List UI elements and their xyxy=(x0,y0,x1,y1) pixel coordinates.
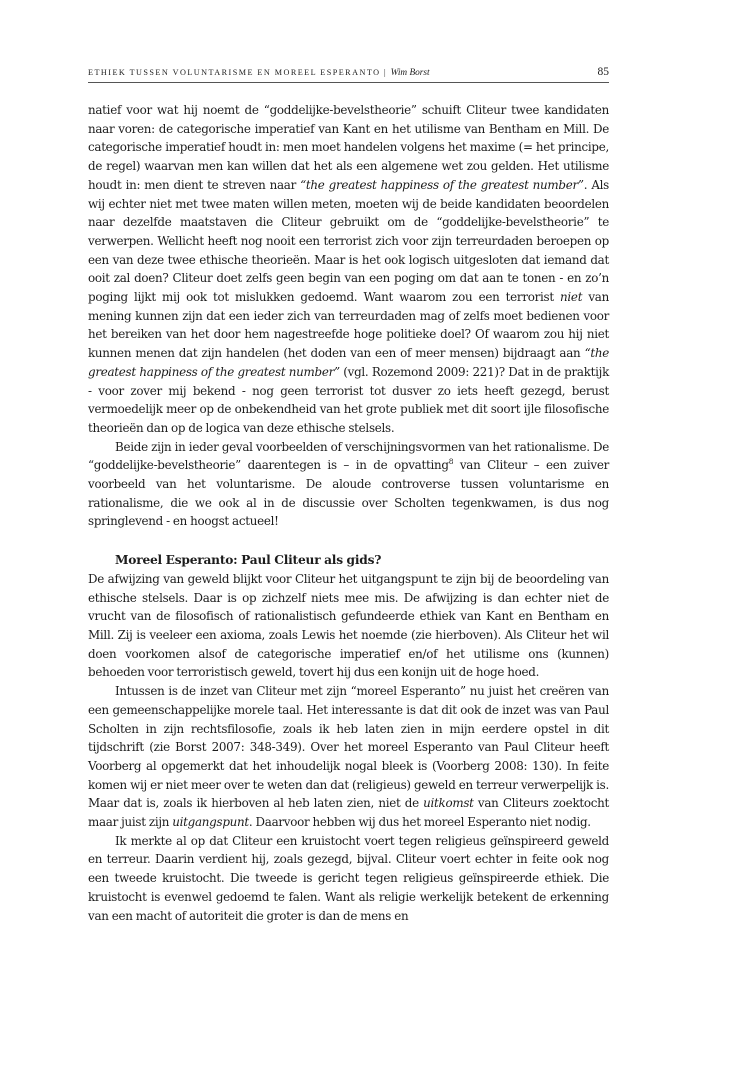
text-run: . Als wij echter niet met twee maten willen meten, moeten wij de beide kandidaten beoordelen naar dezelfde maatstaven die Cliteur gebruikt om de “goddelijke-bevelstheorie” te verwerpen. Wellicht heeft nog nooit een terrorist zich voor zijn terreurdaden beroepen op een van deze twee ethische theorieën. Maar is het ook logisch uitgesloten dat iemand dat ooit zal doen? Cliteur doet zelfs geen begin van een poging om dat aan te tonen - en zo’n poging lijkt mij ook tot mislukken gedoemd. Want waarom zou een terrorist xyxy=(88,177,609,305)
page-number: 85 xyxy=(597,66,609,78)
text-run: Intussen is de inzet van Cliteur met zijn “moreel Esperanto” nu juist het creëren van een gemeenschappelijke morele taal. Het interessante is dat dit ook de inzet was van Paul Scholten in zijn rechtsfilosofie, zoals ik heb laten zien in mijn eerdere opstel in dit tijdschrift (zie Borst 2007: 348-349). Over het moreel Esperanto van Paul Cliteur heeft Voorberg al opgemerkt dat het inhoudelijk nogal bleek is (Voorberg 2008: 130). In feite komen wij er niet meer over te weten dan dat (religieus) geweld en terreur verwerpelijk is. Maar dat is, zoals ik hierboven al heb laten zien, niet de xyxy=(88,684,609,811)
emphasis-niet: niet xyxy=(560,290,583,305)
text-run: Beide zijn in ieder geval voorbeelden of verschijningsvormen van het rationalisme. De “goddelijke-bevelstheorie” daarentegen is – in de opvatting xyxy=(88,439,609,473)
header-separator: | xyxy=(384,68,388,77)
text-run: (vgl. Rozemond 2009: 221)? Dat in de praktijk - voor zover mij bekend - nog geen terrorist tot dusver zo iets heeft gezegd, berust vermoedelijk meer op de onbekendheid van het grote publiek met dit soort ijle filosofische theorieën dan op de logica van deze ethische stelsels. xyxy=(88,364,609,435)
quote-greatest-happiness: “the greatest happiness of the greatest number” xyxy=(88,346,609,379)
section-heading: Moreel Esperanto: Paul Cliteur als gids? xyxy=(115,553,382,568)
footnote-marker[interactable]: 8 xyxy=(448,457,454,467)
paragraph-5: Ik merkte al op dat Cliteur een kruistocht voert tegen religieus geïnspireerd geweld en terreur. Daarin verdient hij, zoals gezegd, bijval. Cliteur voert echter in feite ook nog een tweede kruistocht. Die tweede is gericht tegen religieus geïnspireerde ethiek. Die kruistocht is evenwel gedoemd te falen. Want als religie werkelijk betekent de erkenning van een macht of autoriteit die groter is dan de mens en xyxy=(88,833,609,923)
text-run: natief voor wat hij noemt de “goddelijke-bevelstheorie” schuift Cliteur twee kandidaten naar voren: de categorische imperatief van Kant en het utilisme van Bentham en Mill. De categorische imperatief houdt in: men moet handelen volgens het maxime (= het principe, de regel) waarvan men kan willen dat het als een algemene wet zou gelden. Het utilisme houdt in: men dient te streven naar xyxy=(88,103,609,192)
running-title-text: ETHIEK TUSSEN VOLUNTARISME EN MOREEL ESPERANTO xyxy=(88,68,381,77)
running-title xyxy=(88,68,430,82)
text-run: van Cliteur – een zuiver voorbeeld van het voluntarisme. De aloude controverse tussen voluntarisme en rationalisme, die we ook al in de discussie over Scholten tegenkwamen, is dus nog springlevend - en hoogst actueel! xyxy=(88,458,609,529)
text-run: . Daarvoor hebben wij dus het moreel Esperanto niet nodig. xyxy=(248,815,591,830)
paragraph-4 xyxy=(88,682,609,832)
paragraph-2 xyxy=(88,438,609,532)
paragraph-1 xyxy=(88,101,609,438)
running-header xyxy=(88,62,609,83)
emphasis-uitgangspunt: uitgangspunt xyxy=(172,815,249,830)
body-text xyxy=(88,101,609,925)
text-run: van Cliteurs zoektocht maar juist zijn xyxy=(88,796,609,830)
text-run: van mening kunnen zijn dat een ieder zich van terreurdaden mag of zelfs moet bedienen voor het bereiken van het door hem nagestreefde hoge politieke doel? Of waarom zou hij niet kunnen menen dat zijn handelen (het doden van een of meer mensen) bijdraagt aan xyxy=(88,290,609,361)
running-author: Wim Borst xyxy=(390,68,430,78)
emphasis-uitkomst: uitkomst xyxy=(423,796,474,811)
quote-greatest-happiness: “the greatest happiness of the greatest number” xyxy=(300,177,584,192)
paragraph-3: De afwijzing van geweld blijkt voor Cliteur het uitgangspunt te zijn bij de beoordeling van ethische stelsels. Daar is op zichzelf niets mee mis. De afwijzing is dan echter niet de vrucht van de filosofisch of rationalistisch gefundeerde ethiek van Kant en Bentham en Mill. Zij is veeleer een axioma, zoals Lewis het noemde (zie hierboven). Als Cliteur het wil doen voorkomen alsof de categorische imperatief en/of het utilisme ons (kunnen) behoeden voor terroristisch geweld, tovert hij dus een konijn uit de hoge hoed. xyxy=(88,571,609,680)
